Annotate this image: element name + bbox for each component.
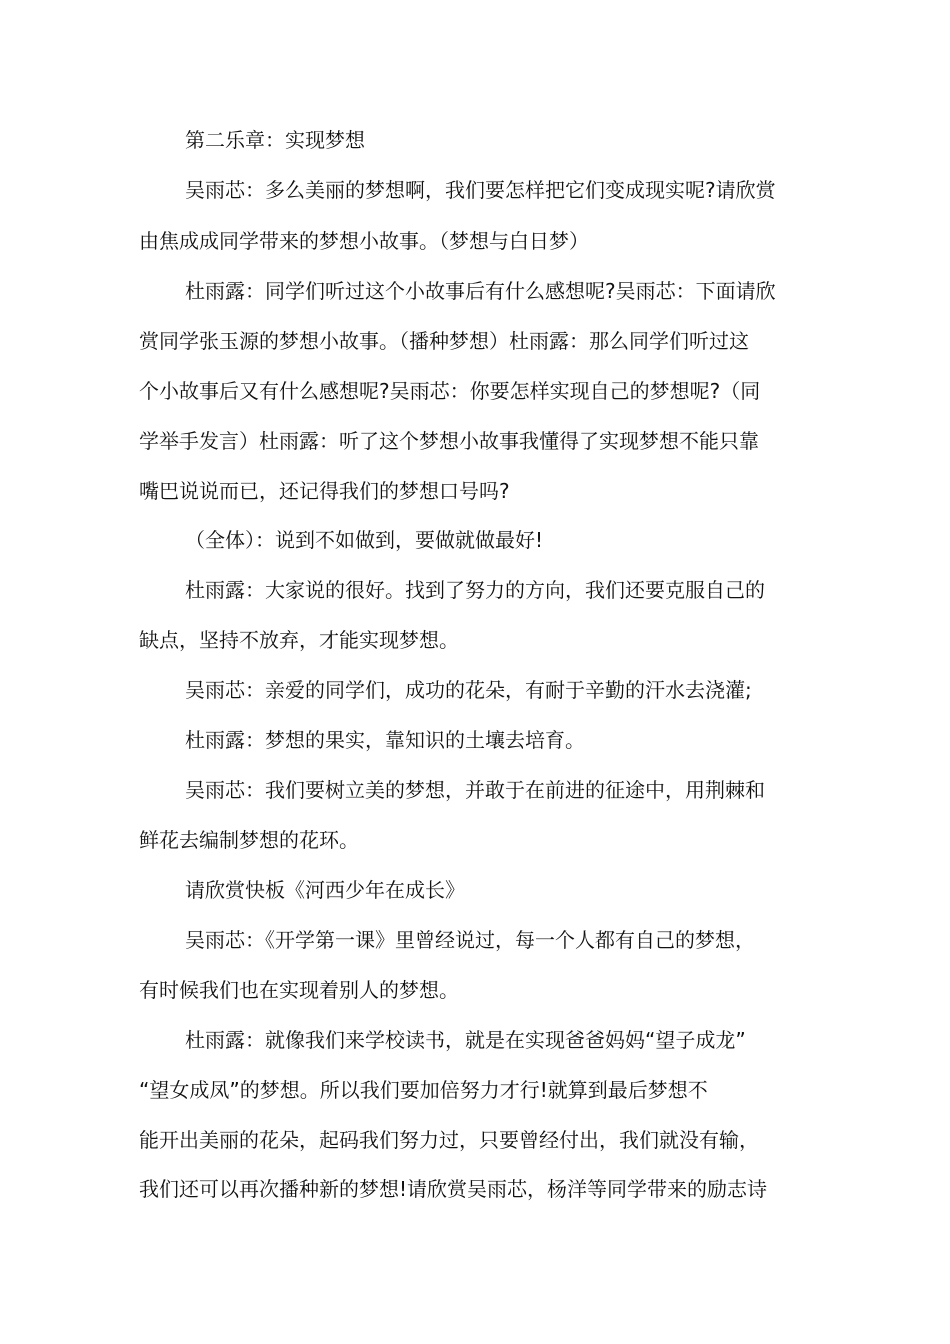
paragraph-line: 吴雨芯：亲爱的同学们，成功的花朵，有耐于辛勤的汗水去浇灌; (185, 678, 752, 702)
paragraph-line: 能开出美丽的花朵，起码我们努力过，只要曾经付出，我们就没有输， (139, 1128, 759, 1152)
paragraph-line: 赏同学张玉源的梦想小故事。（播种梦想）杜雨露：那么同学们听过这 (139, 329, 749, 353)
paragraph-line: 杜雨露：同学们听过这个小故事后有什么感想呢?吴雨芯：下面请欣 (185, 279, 776, 303)
paragraph-line: 鲜花去编制梦想的花环。 (139, 828, 359, 852)
paragraph-line: 请欣赏快板《河西少年在成长》 (185, 878, 465, 902)
paragraph-line: 吴雨芯：我们要树立美的梦想，并敢于在前进的征途中，用荆棘和 (185, 778, 765, 802)
paragraph-line: 个小故事后又有什么感想呢?吴雨芯：你要怎样实现自己的梦想呢?（同 (139, 379, 761, 403)
paragraph-line: 由焦成成同学带来的梦想小故事。（梦想与白日梦） (139, 229, 589, 253)
paragraph-line: 杜雨露：就像我们来学校读书，就是在实现爸爸妈妈“望子成龙” (185, 1028, 746, 1052)
paragraph-line: 有时候我们也在实现着别人的梦想。 (139, 978, 459, 1002)
chapter-heading: 第二乐章：实现梦想 (185, 128, 365, 152)
paragraph-line: 缺点，坚持不放弃，才能实现梦想。 (139, 628, 459, 652)
paragraph-line: 学举手发言）杜雨露：听了这个梦想小故事我懂得了实现梦想不能只靠 (139, 429, 759, 453)
paragraph-line: “望女成凤”的梦想。所以我们要加倍努力才行!就算到最后梦想不 (139, 1078, 708, 1102)
paragraph-line: 吴雨芯：多么美丽的梦想啊，我们要怎样把它们变成现实呢?请欣赏 (185, 178, 776, 202)
paragraph-line: 我们还可以再次播种新的梦想!请欣赏吴雨芯，杨洋等同学带来的励志诗 (139, 1177, 768, 1201)
paragraph-line: 吴雨芯：《开学第一课》里曾经说过，每一个人都有自己的梦想， (185, 928, 755, 952)
paragraph-line: 杜雨露：大家说的很好。找到了努力的方向，我们还要克服自己的 (185, 578, 765, 602)
paragraph-line: 嘴巴说说而已，还记得我们的梦想口号吗? (139, 479, 510, 503)
paragraph-line: 杜雨露：梦想的果实，靠知识的土壤去培育。 (185, 728, 585, 752)
paragraph-line: （全体）：说到不如做到，要做就做最好! (185, 528, 544, 552)
